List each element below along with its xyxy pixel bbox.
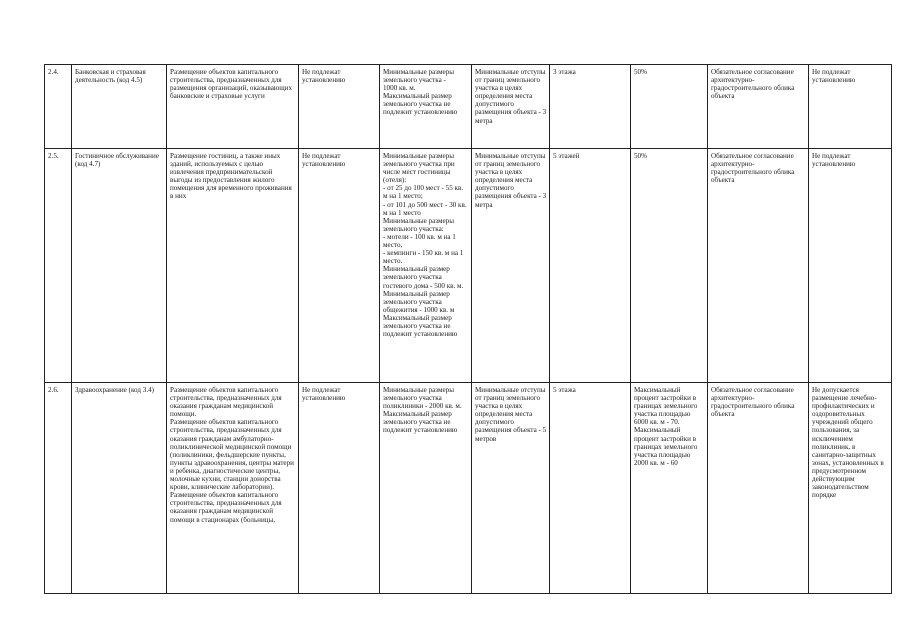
- floors-cell: 5 этажей: [550, 149, 631, 383]
- land-use-regulations-table: [44, 64, 892, 594]
- row-number: 2.4.: [45, 65, 72, 149]
- floors-cell: 3 этажа: [550, 65, 631, 149]
- requirement-cell: Обязательное согласование архитектурно-градостроительного облика объекта: [708, 383, 809, 594]
- row-number: 2.5.: [45, 149, 72, 383]
- requirement-cell: Обязательное согласование архитектурно-градостроительного облика объекта: [708, 65, 809, 149]
- setbacks-cell: Минимальные отступы от границ земельного участка в целях определения места допустимого размещения объекта - 5 метров: [472, 383, 550, 594]
- coverage-cell: Максимальный процент застройки в границах земельного участка площадью 6000 кв. м - 70. Максимальный процент застройки в границах земельного участка площадью 2000 кв. м - 60: [631, 383, 708, 594]
- coverage-cell: 50%: [631, 65, 708, 149]
- limit-cell: Не подлежат установлению: [299, 149, 380, 383]
- limit-cell: Не подлежат установлению: [299, 65, 380, 149]
- limit-cell: Не подлежат установлению: [299, 383, 380, 594]
- land-use-description: Размещение объектов капитального строительства, предназначенных для оказания гражданам медицинской помощи. Размещение объектов капитального строительства, предназначенных для оказания гражданам амбулаторно-поликлинической медицинской помощи (поликлиники, фельдшерские пункты, пункты здравоохранения, центры матери и ребенка, диагностические центры, молочные кухни, станции донорства крови, клинические лаборатории). Размещение объектов капитального строительства, предназначенных для оказания гражданам медицинской помощи в стационарах (больницы,: [167, 383, 299, 594]
- setbacks-cell: Минимальные отступы от границ земельного участка в целях определения места допустимого размещения объекта - 3 метра: [472, 149, 550, 383]
- plot-size-cell: Минимальные размеры земельного участка поликлиники - 2000 кв. м. Максимальный размер земельного участка не подлежит установлению: [380, 383, 472, 594]
- land-use-type: Банковская и страховая деятельность (код 4.5): [72, 65, 167, 149]
- restriction-cell: Не подлежат установлению: [809, 149, 892, 383]
- land-use-type: Здравоохранение (код 3.4): [72, 383, 167, 594]
- coverage-cell: 50%: [631, 149, 708, 383]
- plot-size-cell: Минимальные размеры земельного участка при числе мест гостиницы (отеля): - от 25 до 100 мест - 55 кв. м на 1 место; - от 101 до 500 мест - 30 кв. м на 1 место Минимальные размеры земельного участка: - мотели - 100 кв. м на 1 место, - кемпинги - 150 кв. м на 1 место. Минимальный размер земельного участка гостевого дома - 500 кв. м. Минимальный размер земельного участка общежития - 1000 кв. м Максимальный размер земельного участка не подлежит установлению: [380, 149, 472, 383]
- setbacks-cell: Минимальные отступы от границ земельного участка в целях определения места допустимого размещения объекта - 3 метра: [472, 65, 550, 149]
- restriction-cell: Не допускается размещение лечебно-профилактических и оздоровительных учреждений общего пользования, за исключением поликлиник, в санитарно-защитных зонах, установленных в предусмотренном действующим законодательством порядке: [809, 383, 892, 594]
- land-use-type: Гостиничное обслуживание (код 4.7): [72, 149, 167, 383]
- requirement-cell: Обязательное согласование архитектурно-градостроительного облика объекта: [708, 149, 809, 383]
- restriction-cell: Не подлежат установлению: [809, 65, 892, 149]
- plot-size-cell: Минимальные размеры земельного участка - 1000 кв. м. Максимальный размер земельного участка не подлежит установлению: [380, 65, 472, 149]
- table-row: [45, 65, 892, 149]
- row-number: 2.6.: [45, 383, 72, 594]
- floors-cell: 5 этажа: [550, 383, 631, 594]
- table-row: [45, 383, 892, 594]
- table-row: [45, 149, 892, 383]
- land-use-description: Размещение гостиниц, а также иных зданий, используемых с целью извлечения предпринимательской выгоды из предоставления жилого помещения для временного проживания в них: [167, 149, 299, 383]
- land-use-description: Размещение объектов капитального строительства, предназначенных для размещения организаций, оказывающих банковские и страховые услуги: [167, 65, 299, 149]
